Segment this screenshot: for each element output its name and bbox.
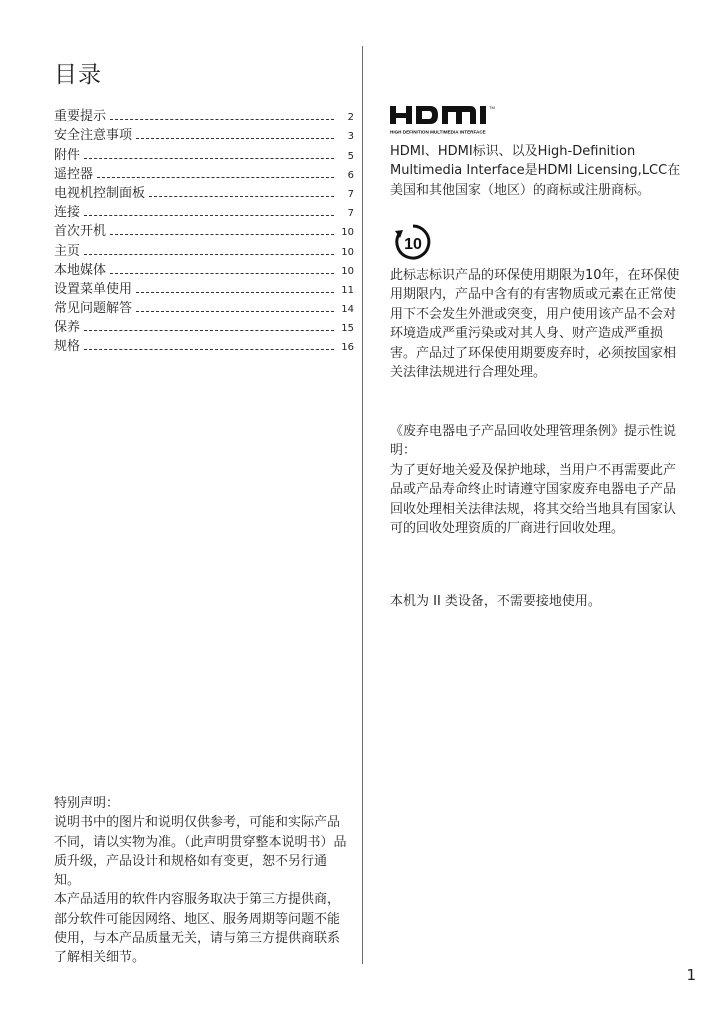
toc-leader (84, 349, 334, 350)
toc-leader (84, 330, 334, 331)
toc-entry-page: 15 (341, 323, 354, 335)
toc-entry-label: 主页 (54, 243, 81, 259)
toc-entry[interactable] (54, 279, 354, 298)
toc-entry-page: 3 (347, 131, 354, 143)
recycling-notice (390, 422, 686, 538)
special-notice (54, 794, 350, 968)
toc-entry-label: 本地媒体 (54, 262, 107, 278)
hdmi-logo-tagline: HIGH DEFINITION MULTIMEDIA INTERFACE (390, 129, 486, 135)
toc-leader (110, 234, 334, 235)
table-of-contents (54, 106, 354, 355)
toc-entry[interactable] (54, 125, 354, 144)
toc-entry[interactable] (54, 260, 354, 279)
toc-entry-label: 常见问题解答 (54, 301, 133, 317)
toc-entry-page: 14 (341, 304, 354, 316)
toc-entry-label: 电视机控制面板 (54, 185, 146, 201)
hdmi-logo (390, 104, 518, 136)
toc-entry-page: 5 (347, 150, 354, 162)
eco-logo-number: 10 (404, 236, 422, 253)
toc-leader (84, 158, 334, 159)
toc-entry[interactable] (54, 336, 354, 355)
toc-entry-label: 连接 (54, 205, 81, 221)
column-divider (362, 46, 363, 964)
special-notice-paragraph: 说明书中的图片和说明仅供参考，可能和实际产品不同，请以实物为准。（此声明贯穿整本说明书）品质升级，产品设计和规格如有变更，恕不另行通知。 (54, 815, 347, 889)
recycling-notice-title: 《废弃电器电子产品回收处理管理条例》提示性说明： (390, 424, 677, 459)
toc-leader (97, 177, 334, 178)
toc-entry[interactable] (54, 317, 354, 336)
toc-entry-page: 7 (347, 208, 354, 220)
toc-entry[interactable] (54, 298, 354, 317)
toc-entry-label: 规格 (54, 339, 81, 355)
toc-leader (136, 292, 334, 293)
toc-entry-page: 10 (341, 227, 354, 239)
class-ii-notice: 本机为 II 类设备，不需要接地使用。 (390, 594, 601, 609)
toc-title: 目录 (54, 62, 102, 88)
toc-entry[interactable] (54, 183, 354, 202)
eco-notice: 此标志标识产品的环保使用期限为10年，在环保使用期限内，产品中含有的有害物质或元素在正常使用下不会发生外泄或突变，用户使用该产品不会对环境造成严重污染或对其人身、财产造成严重损害。产品过了环保使用期要废弃时，必须按国家相关法律法规进行合理处理。 (390, 268, 680, 381)
toc-leader (110, 119, 334, 120)
toc-entry-page: 7 (347, 188, 354, 200)
toc-leader (136, 311, 334, 312)
toc-leader (136, 138, 334, 139)
svg-text:TM: TM (489, 105, 495, 110)
toc-entry-label: 遥控器 (54, 166, 94, 182)
page-number: 1 (686, 966, 696, 984)
special-notice-heading: 特别声明： (54, 796, 120, 811)
toc-leader (110, 273, 334, 274)
toc-entry-page: 10 (341, 265, 354, 277)
toc-entry-page: 2 (347, 112, 354, 124)
toc-entry[interactable] (54, 144, 354, 163)
toc-entry-label: 附件 (54, 147, 81, 163)
toc-entry-label: 保养 (54, 320, 81, 336)
hdmi-notice: HDMI、HDMI标识、以及High-Definition Multimedia Interface是HDMI Licensing,LCC在美国和其他国家（地区）的商标或注册商标。 (390, 144, 681, 198)
toc-leader (84, 254, 334, 255)
toc-entry[interactable] (54, 221, 354, 240)
toc-entry-page: 16 (341, 342, 354, 354)
toc-entry-label: 设置菜单使用 (54, 281, 133, 297)
toc-entry-page: 6 (347, 169, 354, 181)
toc-entry-label: 重要提示 (54, 109, 107, 125)
toc-entry[interactable] (54, 202, 354, 221)
toc-entry-page: 10 (341, 246, 354, 258)
toc-entry[interactable] (54, 164, 354, 183)
toc-leader (84, 215, 334, 216)
toc-entry[interactable] (54, 106, 354, 125)
toc-entry-label: 首次开机 (54, 224, 107, 240)
toc-entry-page: 11 (341, 284, 354, 296)
special-notice-paragraph: 本产品适用的软件内容服务取决于第三方提供商，部分软件可能因网络、地区、服务周期等问题不能使用，与本产品质量无关，请与第三方提供商联系了解相关细节。 (54, 892, 341, 966)
toc-entry-label: 安全注意事项 (54, 128, 133, 144)
toc-leader (149, 196, 334, 197)
toc-entry[interactable] (54, 240, 354, 259)
eco-10-year-icon (393, 222, 433, 262)
recycling-notice-text: 为了更好地关爱及保护地球，当用户不再需要此产品或产品寿命终止时请遵守国家废弃电器电子产品回收处理相关法律法规，将其交给当地具有国家认可的回收处理资质的厂商进行回收处理。 (390, 462, 677, 537)
